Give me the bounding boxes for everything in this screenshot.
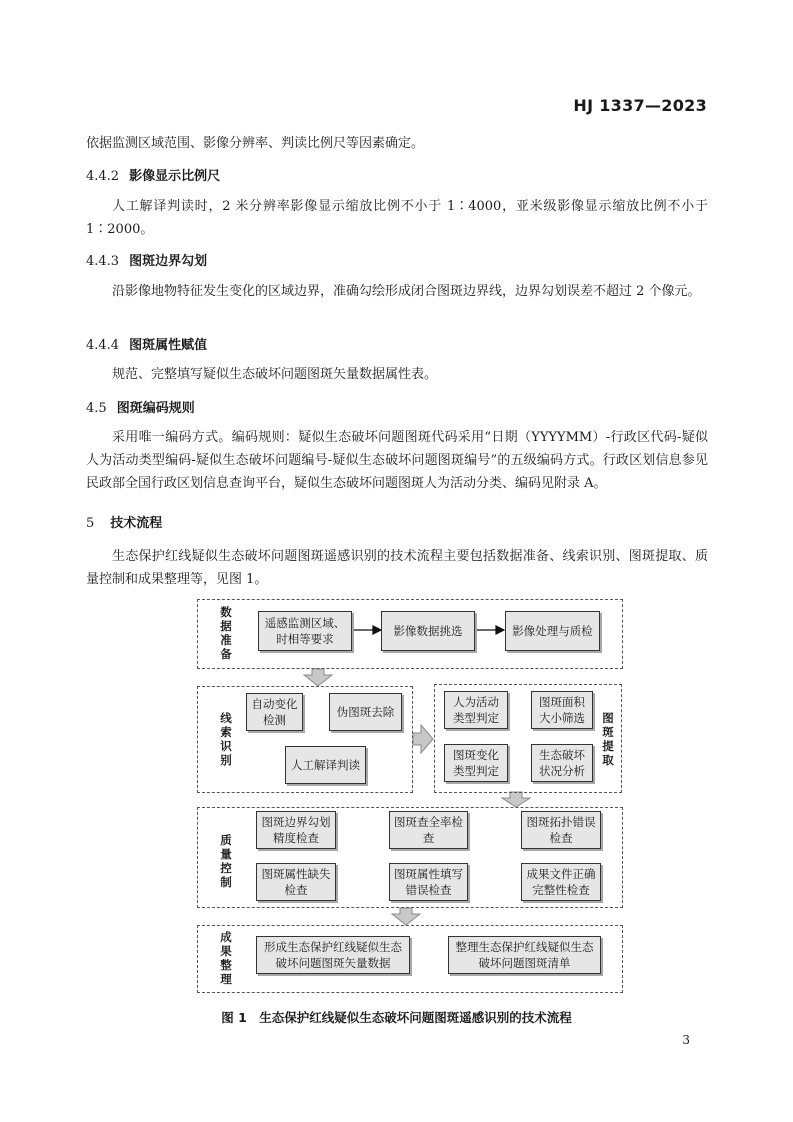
section-title: 技术流程	[110, 516, 163, 531]
down-arrow-1	[304, 669, 332, 686]
box-image-processing: 影像处理与质检	[505, 611, 600, 651]
section-number: 4.5	[86, 401, 107, 416]
section-title: 图斑属性赋值	[129, 338, 208, 353]
box-manual-interpretation: 人工解译判读	[285, 746, 366, 784]
paragraph-4-4-2: 人工解译判读时，2 米分辨率影像显示缩放比例不小于 1∶4000，亚米级影像显示缩放比例不小于 1∶2000。	[86, 199, 708, 237]
stage-label-data-preparation: 数据准备	[220, 605, 232, 661]
section-title: 图斑边界勾划	[129, 254, 208, 269]
box-damage-analysis: 生态破坏状况分析	[531, 744, 593, 782]
section-title: 图斑编码规则	[116, 401, 195, 416]
page-number: 3	[682, 1033, 690, 1047]
standard-number: HJ 1337—2023	[573, 96, 707, 115]
section-number: 4.4.3	[86, 254, 120, 269]
box-patch-list: 整理生态保护红线疑似生态破坏问题图斑清单	[448, 936, 601, 974]
stage-label-result-organization: 成果整理	[220, 930, 232, 986]
box-auto-change-detection: 自动变化检测	[246, 693, 303, 731]
box-monitor-requirements: 遥感监测区域、时相等要求	[258, 611, 352, 651]
box-attribute-missing-check: 图斑属性缺失检查	[256, 863, 336, 901]
paragraph-5: 生态保护红线疑似生态破坏问题图斑遥感识别的技术流程主要包括数据准备、线索识别、图斑提取、质量控制和成果整理等，见图 1。	[86, 549, 708, 587]
paragraph-4-4-3: 沿影像地物特征发生变化的区域边界，准确勾绘形成闭合图斑边界线，边界勾划误差不超过 2 个像元。	[112, 284, 701, 299]
right-arrow-center	[413, 725, 433, 753]
box-attribute-error-check: 图斑属性填写错误检查	[389, 863, 468, 901]
paragraph-4-5: 采用唯一编码方式。编码规则：疑似生态破坏问题图斑代码采用“日期（YYYYMM）-行政区代码-疑似人为活动类型编码-疑似生态破坏问题编号-疑似生态破坏问题图斑编号”的五级编码方式。行政区划信息参见民政部全国行政区划信息查询平台，疑似生态破坏问题图斑人为活动分类、编码见附录 A。	[86, 430, 708, 491]
section-number: 4.4.2	[86, 169, 120, 184]
box-human-activity-type: 人为活动类型判定	[444, 691, 508, 729]
down-arrow-3	[392, 908, 420, 925]
figure-caption: 图 1 生态保护红线疑似生态破坏问题图斑遥感识别的技术流程	[221, 1010, 572, 1025]
stage-label-patch-extraction: 图斑提取	[602, 711, 614, 767]
box-topology-check: 图斑拓扑错误检查	[521, 811, 601, 849]
stage-label-clue-identification: 线索识别	[220, 711, 232, 767]
paragraph-continuation: 依据监测区域范围、影像分辨率、判读比例尺等因素确定。	[86, 136, 425, 151]
box-completeness-check: 图斑查全率检查	[389, 811, 468, 849]
box-vector-data: 形成生态保护红线疑似生态破坏问题图斑矢量数据	[256, 936, 410, 974]
box-patch-area-filter: 图斑面积大小筛选	[531, 691, 593, 729]
box-boundary-accuracy-check: 图斑边界勾划精度检查	[256, 811, 336, 849]
section-title: 影像显示比例尺	[129, 169, 221, 184]
section-number: 4.4.4	[86, 338, 120, 353]
stage-label-quality-control: 质量控制	[220, 833, 232, 889]
box-image-selection: 影像数据挑选	[381, 611, 475, 651]
paragraph-4-4-4: 规范、完整填写疑似生态破坏问题图斑矢量数据属性表。	[112, 367, 438, 382]
box-false-patch-removal: 伪图斑去除	[329, 693, 402, 731]
section-number: 5	[86, 516, 95, 531]
down-arrow-2	[502, 792, 530, 807]
box-change-type: 图斑变化类型判定	[444, 744, 508, 782]
box-file-integrity-check: 成果文件正确完整性检查	[521, 863, 601, 901]
